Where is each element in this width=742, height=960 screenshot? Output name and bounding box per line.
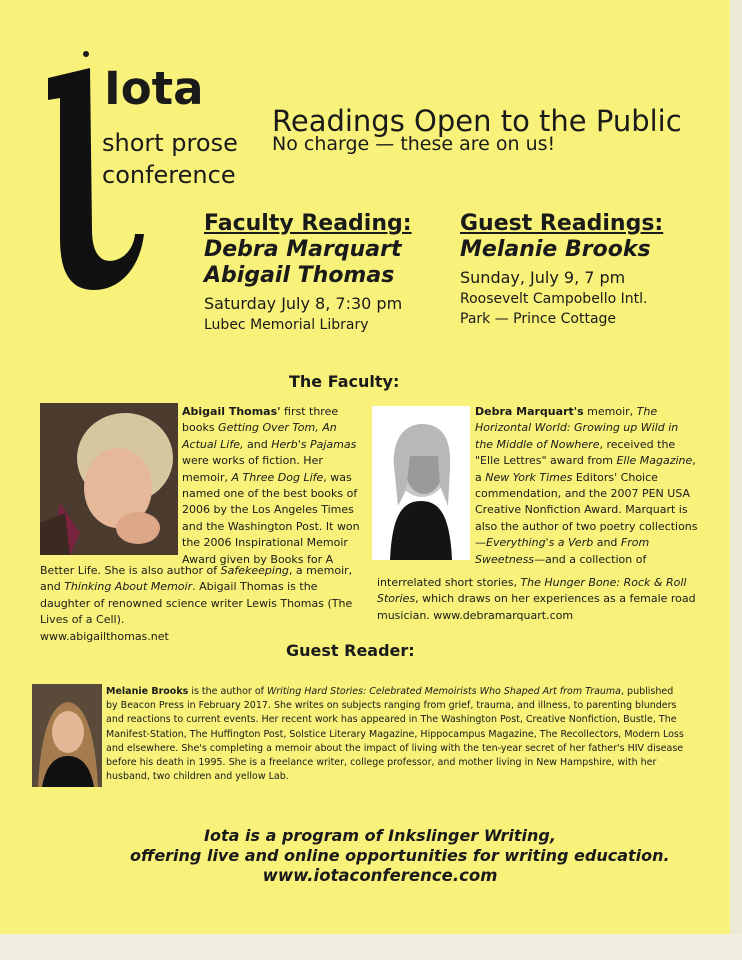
subheadline: No charge — these are on us!: [272, 133, 556, 155]
faculty-reader-2: Abigail Thomas: [204, 263, 395, 288]
faculty-reading-heading: Faculty Reading:: [204, 211, 412, 236]
footer-tagline: Iota is a program of Inkslinger Writing, offering live and online opportunities for writing education. www.iotaconference.com: [130, 826, 670, 885]
abigail-bio-part1: Abigail Thomas' first three books Getting Over Tom, An Actual Life, and Herb's Pajamas were works of fiction. Her memoir, A Three Dog Life, was named one of the best books of 2006 by the Los Angeles Times and the Washington Post. It won the 2006 Inspirational Memoir Award given by Books for A: [182, 405, 360, 566]
faculty-reading-block: [204, 211, 444, 335]
debra-website-link[interactable]: www.debramarquart.com: [433, 608, 574, 622]
guest-section-heading: Guest Reader:: [286, 641, 415, 660]
melanie-brooks-photo: [32, 684, 102, 787]
guest-reader-name: Melanie Brooks: [460, 237, 651, 262]
guest-reading-date: Sunday, July 9, 7 pm: [460, 268, 626, 287]
footer-website-link[interactable]: www.iotaconference.com: [262, 866, 498, 885]
guest-readings-heading: Guest Readings:: [460, 211, 664, 236]
faculty-reader-1: Debra Marquart: [204, 237, 402, 262]
guest-reading-location-2: Park — Prince Cottage: [460, 311, 617, 327]
guest-readings-block: [460, 211, 700, 329]
abigail-thomas-photo: [40, 403, 178, 555]
melanie-bio: Melanie Brooks is the author of Writing Hard Stories: Celebrated Memoirists Who Shaped Art from Trauma, published by Beacon Press in February 2017. She writes on subjects ranging from grief, trauma, and illness, to parenting blunders and reactions to current events. Her recent work has appeared in The Washington Post, Creative Nonfiction, Bustle, The Manifest-Station, The Huffington Post, Solstice Literary Magazine, Hippocampus Magazine, The Recollectors, Modern Loss and elsewhere. She's completing a memoir about the impact of living with the ten-year secret of her father's HIV disease before his death in 1995. She is a freelance writer, college professor, and mother living in New Hampshire, with her husband, two children and yellow Lab.: [106, 686, 684, 783]
debra-bio-part1: Debra Marquart's memoir, The Horizontal World: Growing up Wild in the Middle of Nowhere, received the "Elle Lettres" award from Elle Magazine, a New York Times Editors' Choice commendation, and the 2007 PEN USA Creative Nonfiction Award. Marquart is also the author of two poetry collections—Everything's a Verb and From Sweetness—and a collection of: [475, 405, 698, 566]
brand-name: Iota: [104, 62, 204, 115]
debra-bio-part2: interrelated short stories, The Hunger Bone: Rock & Roll Stories, which draws on her experiences as a female road musician. www.debramarquart.com: [377, 576, 696, 622]
brand-subtitle: short prose conference: [102, 129, 238, 189]
abigail-bio-part2: Better Life. She is also author of Safekeeping, a memoir, and Thinking About Memoir. Abigail Thomas is the daughter of renowned science writer Lewis Thomas (The Lives of a Cell). www.abigailthomas.net: [40, 563, 370, 645]
headline: Readings Open to the Public: [272, 104, 682, 138]
faculty-reading-location: Lubec Memorial Library: [204, 317, 369, 333]
faculty-section-heading: The Faculty:: [289, 372, 400, 391]
debra-marquart-photo: [372, 406, 470, 560]
guest-reading-location-1: Roosevelt Campobello Intl.: [460, 291, 648, 307]
faculty-reading-date: Saturday July 8, 7:30 pm: [204, 294, 403, 313]
abigail-website-link[interactable]: www.abigailthomas.net: [40, 629, 169, 643]
scan-margin-right: [730, 0, 742, 960]
scan-margin-bottom: [0, 934, 742, 960]
